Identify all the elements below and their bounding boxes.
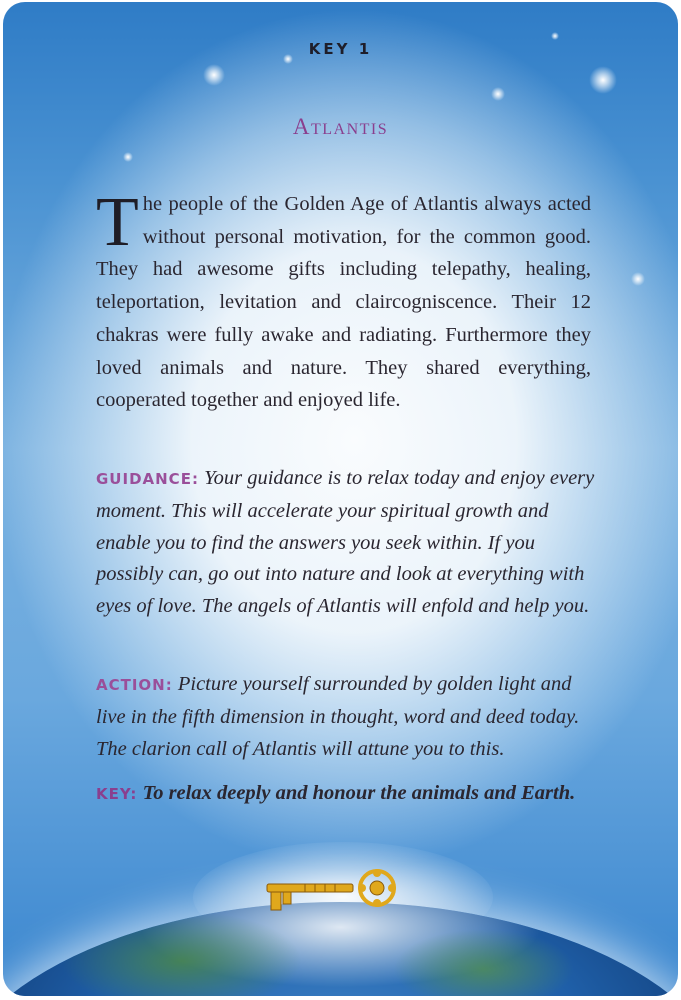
guidance-text: Your guidance is to relax today and enjoy every moment. This will accelerate your spiritual growth and enable you to find the answers you seek within. If you possibly can, go out into nature and look at everything with eyes of love. The angels of Atlantis will enfold and help you. (96, 467, 595, 618)
key-label: KEY: (96, 785, 138, 803)
guidance-section (96, 463, 596, 623)
oracle-card (3, 2, 678, 996)
star-sparkle (589, 66, 617, 94)
key-section (96, 778, 596, 811)
star-sparkle (491, 87, 505, 101)
star-sparkle (123, 152, 133, 162)
guidance-label: GUIDANCE: (96, 470, 199, 488)
action-section (96, 669, 596, 765)
star-sparkle (631, 272, 645, 286)
action-label: ACTION: (96, 676, 173, 694)
star-sparkle (203, 64, 225, 86)
card-title: Atlantis (292, 114, 389, 139)
key-text: To relax deeply and honour the animals and Earth. (142, 782, 576, 804)
star-sparkle (551, 32, 559, 40)
action-text: Picture yourself surrounded by golden light and live in the fifth dimension in thought, word and deed today. The clarion call of Atlantis will attune you to this. (96, 673, 580, 760)
golden-key-icon (265, 868, 405, 918)
card-key-number: KEY 1 (308, 40, 373, 58)
card-body-text: The people of the Golden Age of Atlantis always acted without personal motivation, for the common good. They had awesome gifts including telepathy, healing, teleportation, levitation and claircogniscence. Their 12 chakras were fully awake and radiating. Furthermore they loved animals and nature. They shared everything, cooperated together and enjoyed life. (96, 184, 591, 412)
